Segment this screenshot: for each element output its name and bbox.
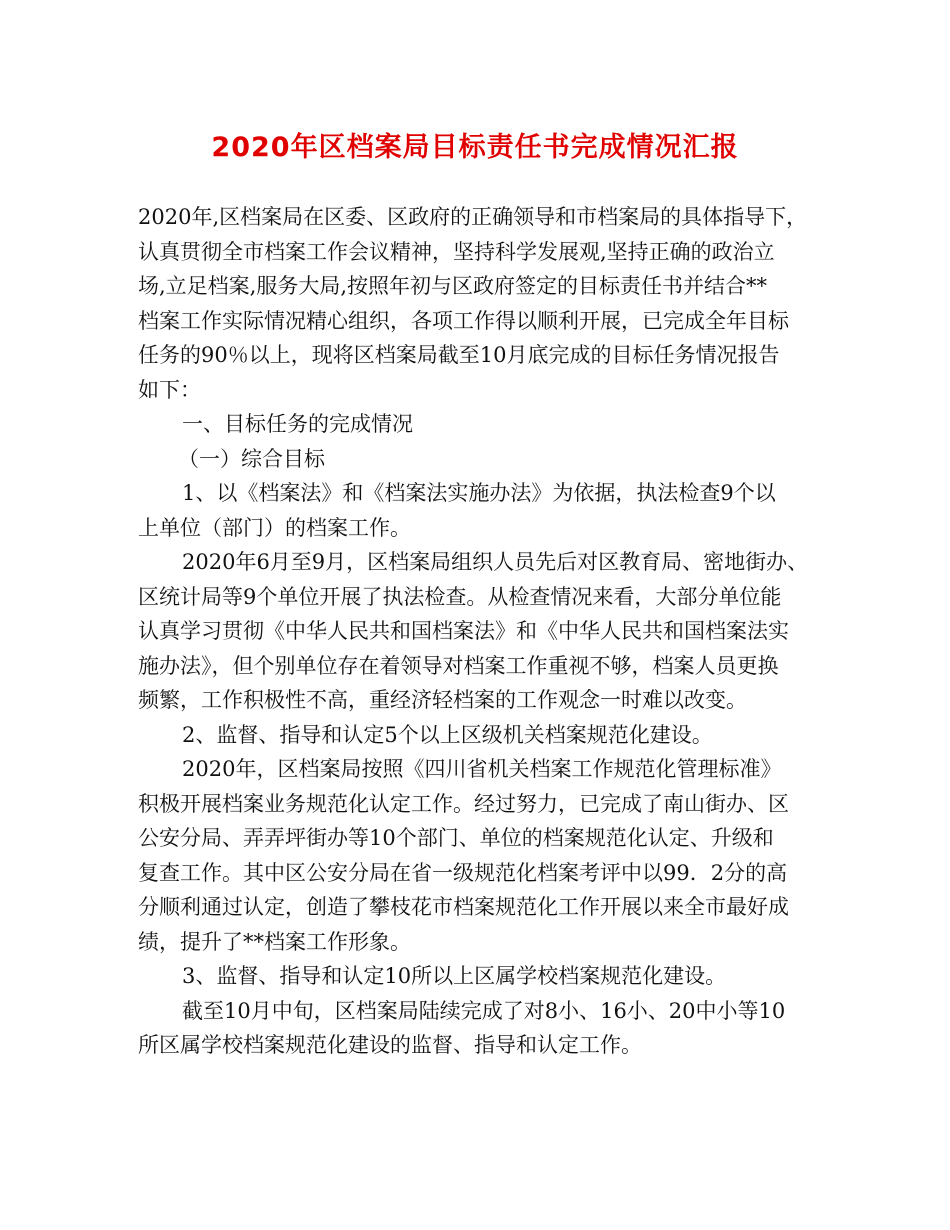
body-line: 频繁，工作积极性不高，重经济轻档案的工作观念一时难以改变。 <box>138 688 747 712</box>
body-line: 所区属学校档案规范化建设的监督、指导和认定工作。 <box>138 1033 642 1057</box>
body-line: 认真学习贯彻《中华人民共和国档案法》和《中华人民共和国档案法实 <box>138 619 789 643</box>
body-line: 2020年6月至9月，区档案局组织人员先后对区教育局、密地街办、 <box>182 550 809 574</box>
body-line: 2020年，区档案局按照《四川省机关档案工作规范化管理标准》 <box>182 757 782 781</box>
body-line: 1、以《档案法》和《档案法实施办法》为依据，执法检查9个以 <box>182 481 776 505</box>
document-body <box>138 200 828 1063</box>
body-line: 上单位（部门）的档案工作。 <box>138 515 411 540</box>
body-line: 区统计局等9个单位开展了执法检查。从检查情况来看，大部分单位能 <box>138 584 782 609</box>
body-line: 档案工作实际情况精心组织，各项工作得以顺利开展，已完成全年目标 <box>138 308 789 333</box>
body-line: 绩，提升了**档案工作形象。 <box>138 929 411 954</box>
body-line: 施办法》，但个别单位存在着领导对档案工作重视不够，档案人员更换 <box>138 653 779 678</box>
document-title: 2020年区档案局目标责任书完成情况汇报 <box>211 132 739 163</box>
body-line: 3、监督、指导和认定10所以上区属学校档案规范化建设。 <box>182 964 727 988</box>
body-line: 积极开展档案业务规范化认定工作。经过努力，已完成了南山街办、区 <box>138 791 789 816</box>
subsection-heading: （一）综合目标 <box>178 446 325 471</box>
body-line: 分顺利通过认定，创造了攀枝花市档案规范化工作开展以来全市最好成 <box>138 895 789 919</box>
body-line: 公安分局、弄弄坪街办等10个部门、单位的档案规范化认定、升级和 <box>138 826 774 850</box>
section-heading: 一、目标任务的完成情况 <box>182 412 413 436</box>
body-line: 场,立足档案,服务大局,按照年初与区政府签定的目标责任书并结合** <box>138 274 768 298</box>
body-line: 2020年,区档案局在区委、区政府的正确领导和市档案局的具体指导下， <box>138 205 808 229</box>
body-line: 如下： <box>138 377 201 402</box>
body-line: 截至10月中旬，区档案局陆续完成了对8小、16小、20中小等10 <box>182 998 786 1023</box>
body-line: 2、监督、指导和认定5个以上区级机关档案规范化建设。 <box>182 722 713 747</box>
body-line: 认真贯彻全市档案工作会议精神，坚持科学发展观,坚持正确的政治立 <box>138 239 775 264</box>
body-line: 任务的90％以上，现将区档案局截至10月底完成的目标任务情况报告 <box>138 343 780 367</box>
body-line: 复查工作。其中区公安分局在省一级规范化档案考评中以99．2分的高 <box>138 860 788 885</box>
